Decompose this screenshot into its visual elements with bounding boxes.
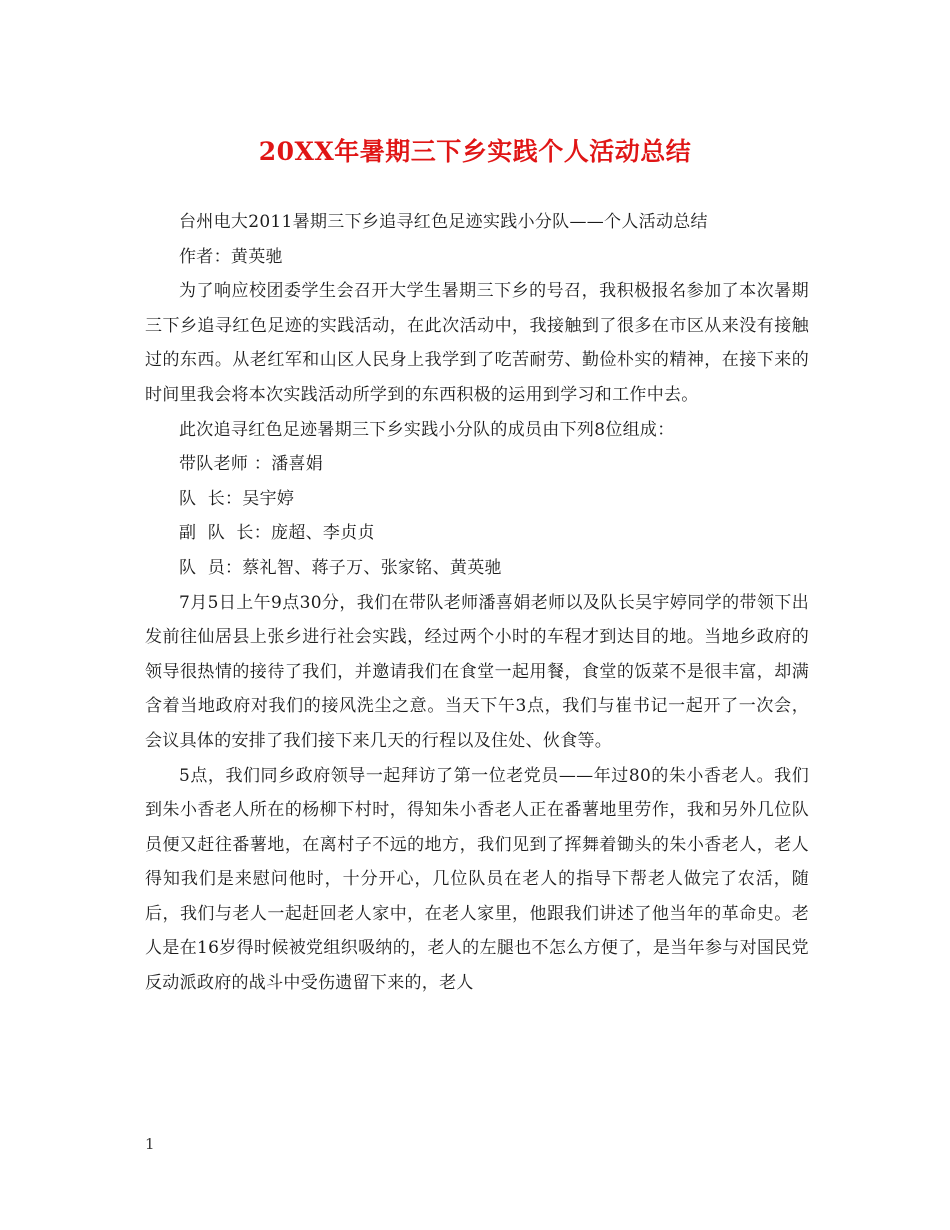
paragraph-team-heading: 台州电大2011暑期三下乡追寻红色足迹实践小分队——个人活动总结	[179, 212, 708, 232]
paragraph-captain: 队 长：吴宇婷	[179, 488, 295, 509]
paragraph-leader-teacher: 带队老师 ：潘喜娟	[179, 454, 324, 475]
paragraph-july-5-morning: 7月5日上午9点30分，我们在带队老师潘喜娟老师以及队长吴宇婷同学的带领下出发前往仙居县上张乡进行社会实践，经过两个小时的车程才到达目的地。当地乡政府的领导很热情的接待了我们，并邀请我们在食堂一起用餐，食堂的饭菜不是很丰富，却满含着当地政府对我们的接风洗尘之意。当天下午3点，我们与崔书记一起开了一次会，会议具体的安排了我们接下来几天的行程以及住处、伙食等。	[145, 592, 809, 751]
page-number: 1	[145, 1135, 155, 1153]
paragraph-vice-captain: 副 队 长：庞超、李贞贞	[179, 523, 375, 544]
paragraph-intro: 为了响应校团委学生会召开大学生暑期三下乡的号召，我积极报名参加了本次暑期三下乡追寻红色足迹的实践活动，在此次活动中，我接触到了很多在市区从来没有接触过的东西。从老红军和山区人民身上我学到了吃苦耐劳、勤俭朴实的精神，在接下来的时间里我会将本次实践活动所学到的东西积极的运用到学习和工作中去。	[145, 281, 809, 405]
document-body	[145, 205, 809, 1001]
paragraph-members: 队 员：蔡礼智、蒋子万、张家铭、黄英驰	[179, 557, 502, 578]
document-title: 20XX年暑期三下乡实践个人活动总结	[258, 137, 692, 166]
paragraph-visit-veteran: 5点，我们同乡政府领导一起拜访了第一位老党员——年过80的朱小香老人。我们到朱小香老人所在的杨柳下村时，得知朱小香老人正在番薯地里劳作，我和另外几位队员便又赶往番薯地，在离村子不远的地方，我们见到了挥舞着锄头的朱小香老人，老人得知我们是来慰问他时，十分开心，几位队员在老人的指导下帮老人做完了农活，随后，我们与老人一起赶回老人家中，在老人家里，他跟我们讲述了他当年的革命史。老人是在16岁得时候被党组织吸纳的，老人的左腿也不怎么方便了，是当年参与对国民党反动派政府的战斗中受伤遗留下来的，老人	[145, 765, 809, 994]
paragraph-members-intro: 此次追寻红色足迹暑期三下乡实践小分队的成员由下列8位组成：	[179, 419, 675, 440]
paragraph-author: 作者：黄英驰	[179, 246, 283, 267]
